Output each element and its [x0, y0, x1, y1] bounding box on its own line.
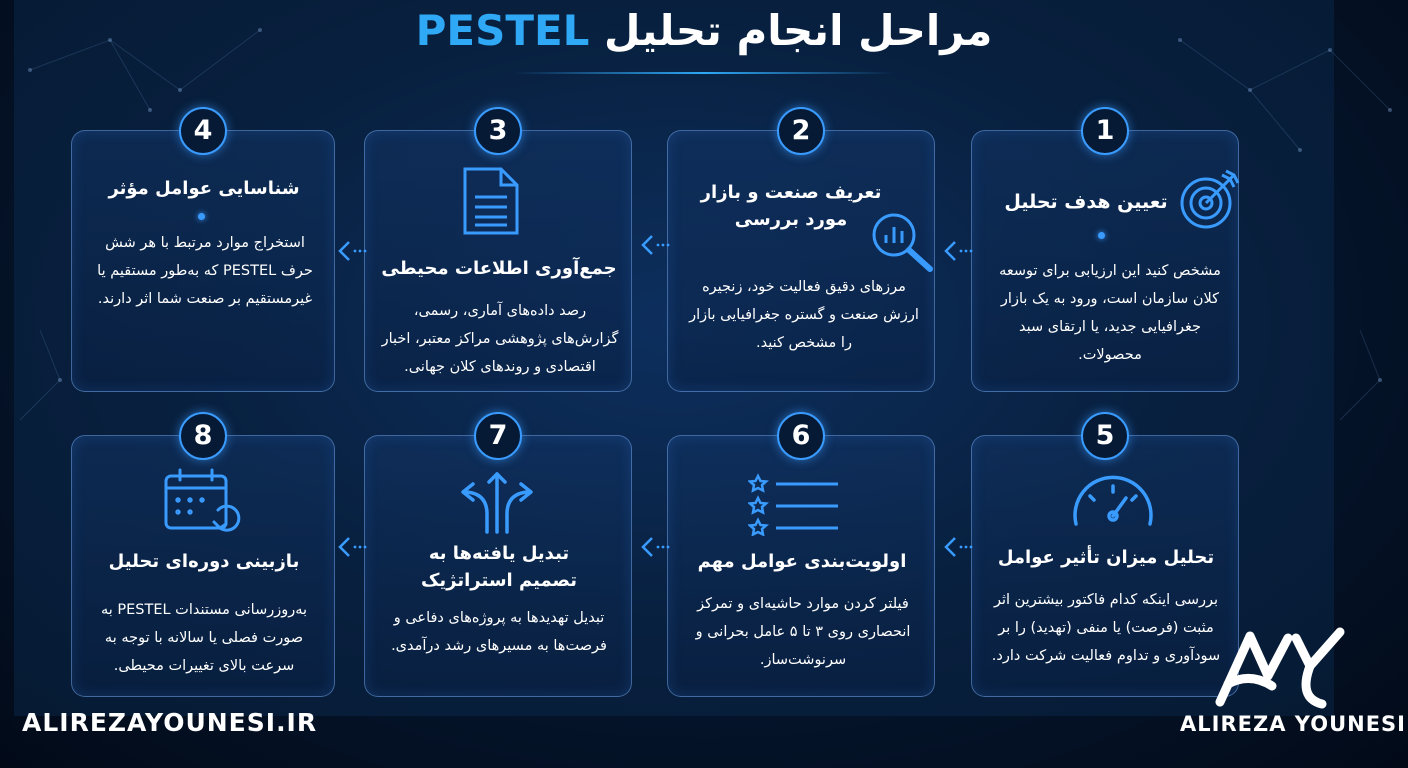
title-text: مراحل انجام تحلیل [604, 6, 993, 55]
step-card-6 [667, 420, 935, 697]
step-card-5 [971, 420, 1239, 697]
chevron-left-icon [337, 536, 367, 558]
step-description: فیلتر کردن موارد حاشیه‌ای و تمرکز انحصاری روی ۳ تا ۵ عامل بحرانی و سرنوشت‌ساز. [695, 596, 911, 668]
step-description: بررسی اینکه کدام فاکتور بیشترین اثر مثبت (فرصت) یا منفی (تهدید) را بر سودآوری و تداوم فعالیت شرکت دارد. [991, 592, 1221, 664]
step-number: 7 [474, 412, 522, 460]
step-card-2 [667, 115, 935, 392]
step-description: مشخص کنید این ارزیابی برای توسعه کلان سازمان است، ورود به یک بازار جغرافیایی جدید، یا ارتقای سبد محصولات. [999, 263, 1221, 363]
step-title: تحلیل میزان تأثیر عوامل [997, 547, 1215, 568]
star-list-icon [748, 472, 842, 536]
title-highlight: PESTEL [415, 6, 590, 55]
target-icon [1176, 165, 1244, 233]
chevron-left-icon [943, 536, 973, 558]
step-card-8 [71, 420, 335, 697]
page-title [0, 6, 1408, 55]
step-title: تعریف صنعت و بازار مورد بررسی [700, 182, 882, 230]
title-underline [514, 72, 894, 74]
document-icon [461, 165, 521, 237]
step-title: جمع‌آوری اطلاعات محیطی [381, 258, 617, 279]
brand-logo [1210, 622, 1360, 712]
step-description: تبدیل تهدیدها به پروژه‌های دفاعی و فرصت‌ها به مسیرهای رشد درآمدی. [391, 610, 607, 654]
brand-watermark: ALIREZA YOUNESI [1180, 712, 1406, 736]
step-card-3 [364, 115, 632, 392]
step-card-7 [364, 420, 632, 697]
step-title: تبدیل یافته‌ها به تصمیم استراتژیک [420, 543, 578, 591]
step-card-4 [71, 115, 335, 392]
step-number: 1 [1081, 107, 1129, 155]
step-title: بازبینی دوره‌ای تحلیل [108, 551, 300, 572]
chevron-left-icon [943, 240, 973, 262]
step-card-1 [971, 115, 1239, 392]
branch-arrows-icon [449, 468, 545, 534]
step-description: مرزهای دقیق فعالیت خود، زنجیره ارزش صنعت و گستره جغرافیایی بازار را مشخص کنید. [689, 279, 919, 351]
step-description: به‌روزرسانی مستندات PESTEL به صورت فصلی یا سالانه با توجه به سرعت بالای تغییرات محیطی. [100, 602, 308, 674]
chevron-left-icon [337, 240, 367, 262]
step-description: استخراج موارد مرتبط با هر شش حرف PESTEL که به‌طور مستقیم یا غیرمستقیم بر صنعت شما اثر دارند. [97, 235, 313, 307]
step-title: اولویت‌بندی عوامل مهم [697, 551, 907, 572]
step-number: 5 [1081, 412, 1129, 460]
step-number: 2 [777, 107, 825, 155]
step-number: 8 [179, 412, 227, 460]
chevron-left-icon [640, 536, 670, 558]
step-description: رصد داده‌های آماری، رسمی، گزارش‌های پژوهشی مراکز معتبر، اخبار اقتصادی و روندهای کلان جهانی. [381, 303, 619, 375]
gauge-icon [1068, 470, 1158, 530]
site-watermark: ALIREZAYOUNESI.IR [22, 708, 318, 737]
step-number: 3 [474, 107, 522, 155]
divider-dot [198, 213, 205, 220]
divider-dot [1098, 232, 1105, 239]
magnifier-chart-icon [868, 209, 938, 275]
step-title: شناسایی عوامل مؤثر [108, 178, 300, 199]
chevron-left-icon [640, 234, 670, 256]
step-number: 4 [179, 107, 227, 155]
calendar-refresh-icon [162, 468, 246, 534]
step-number: 6 [777, 412, 825, 460]
step-title: تعیین هدف تحلیل [1004, 191, 1168, 213]
